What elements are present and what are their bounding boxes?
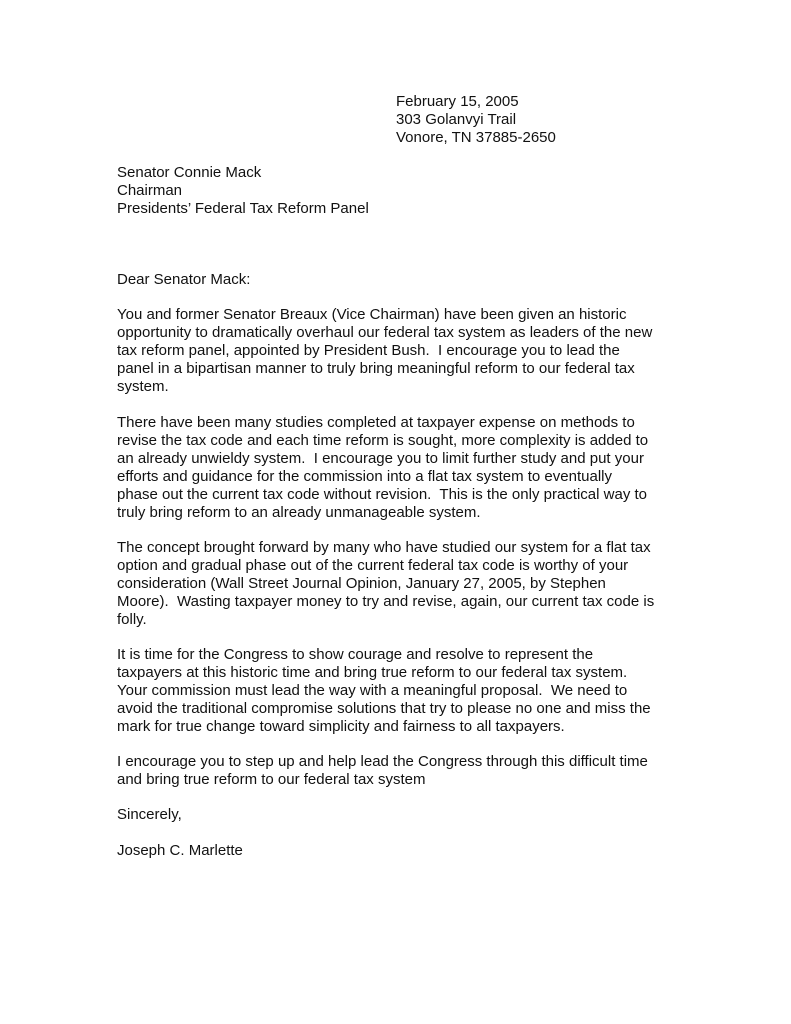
sender-street: 303 Golanvyi Trail xyxy=(396,111,517,128)
paragraph-line: truly bring reform to an already unmanageable system. xyxy=(117,504,481,521)
signature-name: Joseph C. Marlette xyxy=(117,842,243,859)
body-paragraph xyxy=(117,539,654,629)
recipient-name: Senator Connie Mack xyxy=(117,164,262,181)
paragraph-line: I encourage you to step up and help lead the Congress through this difficult time xyxy=(117,753,648,770)
paragraph-line: phase out the current tax code without revision. This is the only practical way to xyxy=(117,486,647,503)
closing: Sincerely, xyxy=(117,806,182,823)
paragraph-line: taxpayers at this historic time and bring true reform to our federal tax system. xyxy=(117,664,628,681)
paragraph-line: system. xyxy=(117,378,169,395)
sender-city: Vonore, TN 37885-2650 xyxy=(396,129,556,146)
paragraph-line: You and former Senator Breaux (Vice Chairman) have been given an historic xyxy=(117,306,627,323)
paragraph-line: consideration (Wall Street Journal Opinion, January 27, 2005, by Stephen xyxy=(117,575,606,592)
sender-address-block xyxy=(396,93,556,147)
paragraph-line: mark for true change toward simplicity and fairness to all taxpayers. xyxy=(117,718,565,735)
paragraph-line: panel in a bipartisan manner to truly bring meaningful reform to our federal tax xyxy=(117,360,635,377)
paragraph-line: revise the tax code and each time reform is sought, more complexity is added to xyxy=(117,432,649,449)
salutation: Dear Senator Mack: xyxy=(117,271,251,288)
paragraph-line: opportunity to dramatically overhaul our federal tax system as leaders of the new xyxy=(117,324,653,341)
paragraph-line: There have been many studies completed at taxpayer expense on methods to xyxy=(117,414,635,431)
body-paragraph xyxy=(117,414,648,522)
paragraph-line: and bring true reform to our federal tax system xyxy=(117,771,426,788)
paragraph-line: Moore). Wasting taxpayer money to try and revise, again, our current tax code is xyxy=(117,593,655,610)
paragraph-line: efforts and guidance for the commission into a flat tax system to eventually xyxy=(117,468,612,485)
paragraph-line: The concept brought forward by many who have studied our system for a flat tax xyxy=(117,539,651,556)
paragraph-line: It is time for the Congress to show courage and resolve to represent the xyxy=(117,646,594,663)
recipient-title: Chairman xyxy=(117,182,183,199)
body-paragraph xyxy=(117,306,652,396)
paragraph-line: tax reform panel, appointed by President Bush. I encourage you to lead the xyxy=(117,342,620,359)
body-paragraph xyxy=(117,753,648,789)
body-paragraph xyxy=(117,646,651,736)
recipient-organization: Presidents’ Federal Tax Reform Panel xyxy=(117,200,369,217)
paragraph-line: an already unwieldy system. I encourage you to limit further study and put your xyxy=(117,450,644,467)
paragraph-line: avoid the traditional compromise solutions that try to please no one and miss the xyxy=(117,700,651,717)
paragraph-line: Your commission must lead the way with a meaningful proposal. We need to xyxy=(117,682,628,699)
paragraph-line: option and gradual phase out of the current federal tax code is worthy of your xyxy=(117,557,629,574)
paragraph-line: folly. xyxy=(117,611,147,628)
recipient-address-block xyxy=(117,164,369,218)
letter-date: February 15, 2005 xyxy=(396,93,519,110)
